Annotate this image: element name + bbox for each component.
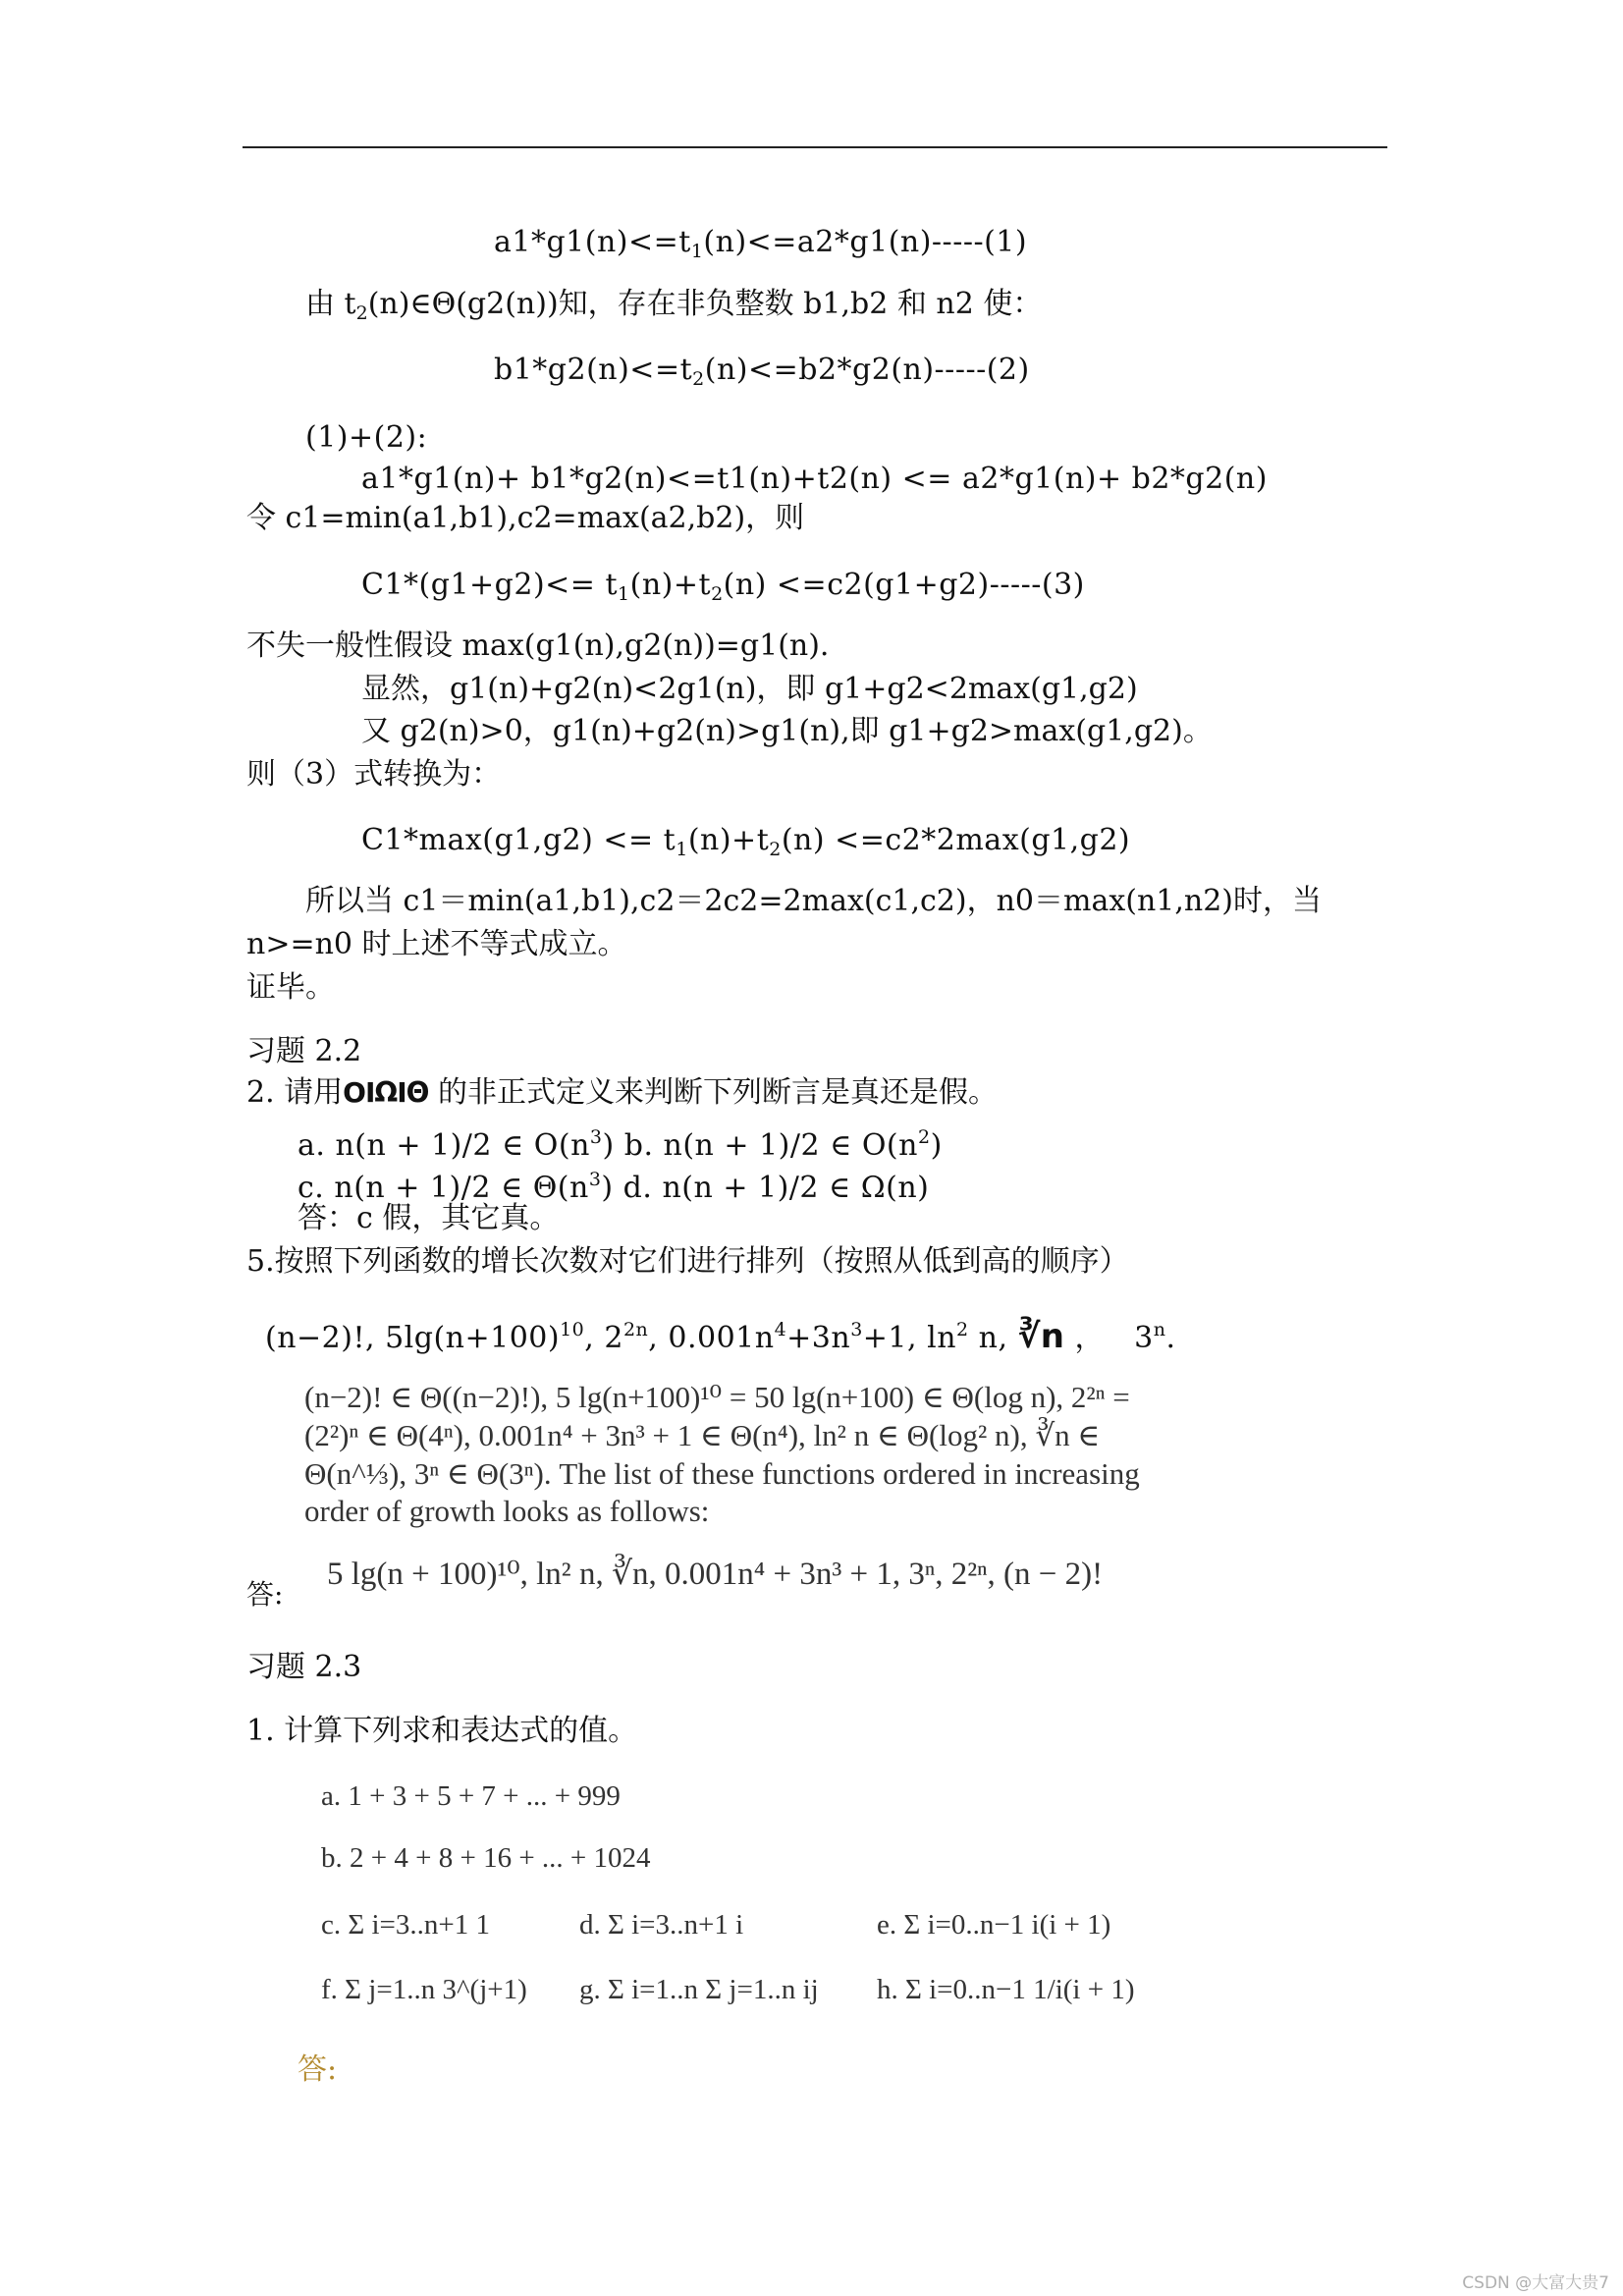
sum-label: (1)+(2): [305,420,428,455]
also-line: 又 g2(n)>0，g1(n)+g2(n)>g1(n),即 g1+g2>max(g1,g2)。 [361,714,1213,748]
sum-a: a. 1 + 3 + 5 + 7 + ... + 999 [321,1780,621,1812]
qed: 证毕。 [246,970,335,1005]
theta-analysis-2: (2²)ⁿ ∈ Θ(4ⁿ), 0.001n⁴ + 3n³ + 1 ∈ Θ(n⁴), ln² n ∈ Θ(log² n), ∛n ∈ [304,1418,1101,1452]
theta-analysis-1: (n−2)! ∈ Θ((n−2)!), 5 lg(n+100)¹⁰ = 50 lg(n+100) ∈ Θ(log n), 2²ⁿ = [304,1380,1130,1414]
obvious-line: 显然，g1(n)+g2(n)<2g1(n)，即 g1+g2<2max(g1,g2) [361,672,1138,706]
header-rule [243,146,1387,148]
answer-2-3: 答: [298,2052,338,2087]
question-5: 5.按照下列函数的增长次数对它们进行排列（按照从低到高的顺序） [246,1244,1129,1279]
o-omega-theta-symbols: OIΩIΘ [343,1076,429,1109]
conclusion-line-1: 所以当 c1＝min(a1,b1),c2＝2c2=2max(c1,c2)，n0＝max(n1,n2)时，当 [305,884,1323,918]
equation-1: $a1*g1(n)<=t_1(n)<=a2*g1(n)-----(1)$ [494,225,1028,262]
sum-h: h. Σ i=0..n−1 1/i(i + 1) [877,1974,1135,2005]
assumption: 不失一般性假设 max(g1(n),g2(n))=g1(n). [246,629,830,663]
theta-analysis-3: Θ(n^⅓), 3ⁿ ∈ Θ(3ⁿ). The list of these functions ordered in increasing [304,1456,1140,1491]
growth-order: 5 lg(n + 100)¹⁰, ln² n, ∛n, 0.001n⁴ + 3n³ + 1, 3ⁿ, 2²ⁿ, (n − 2)! [327,1557,1104,1592]
equation-2: $b1*g2(n)<=t_2(n)<=b2*g2(n)-----(2)$ [494,353,1030,390]
equation-4: $C1*\max(g1,g2) <= t_1(n)+t_2(n) <=c2*2\max(g1,g2)$ [361,823,1131,860]
question-1: 1. 计算下列求和表达式的值。 [246,1714,638,1748]
sum-e: e. Σ i=0..n−1 i(i + 1) [877,1909,1111,1941]
answer-2-2: 答：c 假，其它真。 [298,1201,560,1235]
question-2: 2. 请用OIΩIΘ 的非正式定义来判断下列断言是真还是假。 [246,1075,998,1110]
equation-3: $C1*(g1+g2)<= t_1(n)+t_2(n) <=c2(g1+g2)-----(3)$ [361,568,1085,605]
sum-b: b. 2 + 4 + 8 + 16 + ... + 1024 [321,1842,651,1874]
sum-d: d. Σ i=3..n+1 i [579,1909,744,1941]
sum-inequality: a1*g1(n)+ b1*g2(n)<=t1(n)+t2(n) <= a2*g1(n)+ b2*g2(n) [361,462,1268,496]
statement-t2: 由 $t_2(n)\in\Theta(g2(n))$知，存在非负整数 b1,b2 和 n2 使： [305,287,1043,324]
theta-analysis-4: order of growth looks as follows: [304,1494,710,1528]
sum-c: c. Σ i=3..n+1 1 [321,1909,491,1941]
section-title-2-3: 习题 2.3 [246,1650,362,1684]
sum-f: f. Σ j=1..n 3^(j+1) [321,1974,527,2005]
section-title-2-2: 习题 2.2 [246,1034,362,1068]
csdn-watermark: CSDN @大富大贵7 [1462,2273,1609,2293]
answer-label-q5: 答: [246,1578,284,1611]
let-constants: 令 c1=min(a1,b1),c2=max(a2,b2)，则 [246,501,805,535]
convert-line: 则（3）式转换为： [246,757,502,792]
sum-g: g. Σ i=1..n Σ j=1..n ij [579,1974,819,2005]
options-c-d: c. n(n + 1)/2 ∈ $\Theta(n^3)$ d. n(n + 1)/2 ∈ Ω(n) [298,1169,930,1205]
function-list: (n−2)!, $5\lg(n+100)^{10}$, $2^{2n}$, $0.001n^4+3n^3+1$, $\ln^2 n$, ∛n ， 3$^n$. [265,1317,1176,1356]
conclusion-line-2: n>=n0 时上述不等式成立。 [246,927,627,961]
options-a-b: a. n(n + 1)/2 ∈ $O(n^3)$ b. n(n + 1)/2 ∈ $O(n^2)$ [298,1126,943,1163]
